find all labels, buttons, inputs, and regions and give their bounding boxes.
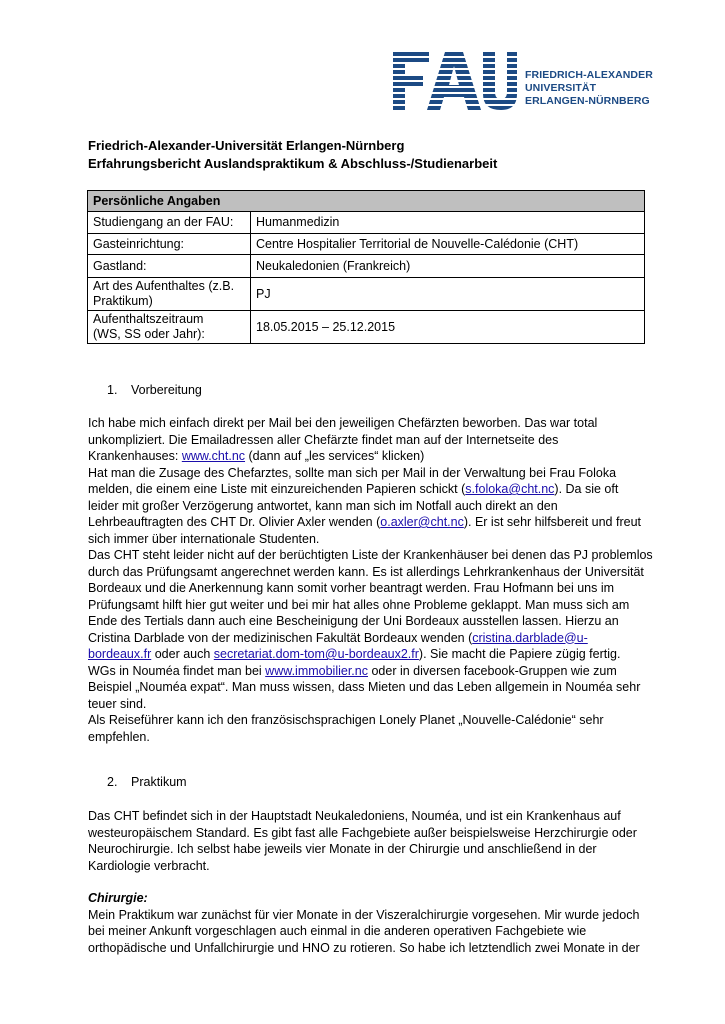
text-line: [88, 448, 648, 465]
text-span: oder auch: [151, 647, 214, 661]
fau-logo-mark: [393, 52, 517, 110]
link-immobilier[interactable]: www.immobilier.nc: [265, 663, 368, 678]
text-line: [88, 481, 648, 498]
text-line: Hat man die Zusage des Chefarztes, sollte man sich per Mail in der Verwaltung bei Frau Foloka: [88, 465, 617, 480]
text-line: leider mit großer Verzögerung antwortet, kann man sich im Notfall auch direkt an den: [88, 498, 558, 513]
table-row: [88, 311, 645, 344]
row-label-period: [88, 311, 251, 344]
row-label-stay-type-l2: Praktikum): [93, 294, 153, 308]
text-line: Ich habe mich einfach direkt per Mail bei den jeweiligen Chefärzten beworben. Das war total: [88, 416, 598, 430]
text-line: durch das Prüfungsamt angerechnet werden kann. Es ist allerdings Lehrkrankenhaus der Universität: [88, 564, 644, 579]
row-value-host: Centre Hospitalier Territorial de Nouvelle-Calédonie (CHT): [251, 234, 645, 255]
text-span: ). Sie macht die Papiere zügig fertig.: [418, 647, 621, 661]
text-line: teuer sind.: [88, 696, 147, 711]
row-value-period: 18.05.2015 – 25.12.2015: [251, 311, 645, 344]
logo-line-1: FRIEDRICH-ALEXANDER: [525, 69, 653, 81]
row-value-study: Humanmedizin: [251, 212, 645, 234]
link-email-foloka[interactable]: s.foloka@cht.nc: [465, 482, 555, 496]
text-span: WGs in Nouméa findet man bei: [88, 663, 266, 678]
text-line: bei meiner Ankunft vorgeschlagen auch einmal in die anderen operativen Fachgebiete wie: [88, 924, 587, 938]
link-email-darblade[interactable]: cristina.darblade@u-: [472, 630, 588, 645]
row-label-period-l2: (WS, SS oder Jahr):: [93, 327, 205, 341]
text-line: Prüfungsamt hilft hier gut weiter und bei mir hat alles ohne Probleme geklappt. Man muss sich am: [88, 597, 630, 612]
heading-report-title: Erfahrungsbericht Auslandspraktikum & Abschluss-/Studienarbeit: [88, 156, 498, 171]
text-line: sich immer über internationale Studenten.: [88, 531, 320, 546]
table-header: Persönliche Angaben: [88, 191, 645, 212]
table-row: [88, 255, 645, 278]
text-span: oder in diversen facebook-Gruppen wie zum: [367, 663, 617, 678]
link-email-secretariat[interactable]: secretariat.dom-tom@u-bordeaux2.fr: [213, 647, 419, 661]
text-line: [88, 630, 648, 647]
text-span: Krankenhauses:: [88, 449, 182, 463]
section-2-title: [107, 775, 187, 789]
link-cht-website[interactable]: www.cht.nc: [181, 449, 246, 463]
text-line: Als Reiseführer kann ich den französischsprachigen Lonely Planet „Nouvelle-Calédonie“ sehr: [88, 713, 604, 727]
text-line: Das CHT steht leider nicht auf der berüchtigten Liste der Krankenhäuser bei denen das PJ problemlos: [88, 548, 653, 562]
row-label-study: Studiengang an der FAU:: [88, 212, 251, 234]
text-span: melden, die einem eine Liste mit einzureichenden Papieren schickt (: [88, 482, 466, 496]
row-value-stay-type: PJ: [251, 278, 645, 311]
row-label-stay-type: [88, 278, 251, 311]
text-line: [88, 514, 648, 531]
link-email-darblade-cont[interactable]: bordeaux.fr: [88, 647, 152, 661]
row-label-country: Gastland:: [88, 255, 251, 278]
text-line: [88, 646, 648, 663]
row-label-host: Gasteinrichtung:: [88, 234, 251, 255]
table-row: [88, 212, 645, 234]
text-line: Ende des Tertials dann auch eine Bescheinigung der Uni Bordeaux ausstellen lassen. Hierzu an: [88, 614, 619, 628]
table-row: [88, 278, 645, 311]
row-label-stay-type-l1: Art des Aufenthaltes (z.B.: [93, 279, 235, 293]
text-line: empfehlen.: [88, 729, 150, 744]
logo-line-3: ERLANGEN-NÜRNBERG: [525, 95, 650, 107]
section-1-label: Vorbereitung: [131, 383, 202, 397]
table-row: [88, 234, 645, 255]
text-span: Cristina Darblade von der medizinischen Fakultät Bordeaux wenden (: [88, 630, 473, 645]
text-span: (dann auf „les services“ klicken): [245, 449, 425, 463]
text-line: Neurochirurgie. Ich selbst habe jeweils vier Monate in der Chirurgie und anschließend in der: [88, 842, 597, 856]
text-line: Das CHT befindet sich in der Hauptstadt Neukaledoniens, Nouméa, und ist ein Krankenhaus auf: [88, 809, 621, 823]
text-line: westeuropäischem Standard. Es gibt fast alle Fachgebiete außer beispielsweise Herzchirurgie oder: [88, 825, 637, 840]
text-line: Beispiel „Nouméa expat“. Man muss wissen, dass Mieten und das Leben allgemein in Nouméa sehr: [88, 680, 641, 694]
text-line: Mein Praktikum war zunächst für vier Monate in der Viszeralchirurgie vorgesehen. Mir wurde jedoch: [88, 907, 640, 922]
row-value-country: Neukaledonien (Frankreich): [251, 255, 645, 278]
logo-line-2: UNIVERSITÄT: [525, 82, 597, 94]
text-span: ). Er ist sehr hilfsbereit und freut: [463, 515, 641, 529]
document-heading: [88, 137, 497, 173]
subsection-heading: Chirurgie:: [88, 891, 148, 905]
text-span: ). Da sie oft: [554, 482, 619, 496]
row-label-period-l1: Aufenthaltszeitraum: [93, 312, 204, 326]
text-line: orthopädische und Unfallchirurgie und HNO zu rotieren. So habe ich letztendlich zwei Monate in der: [88, 940, 640, 955]
section-1-title: [107, 383, 202, 397]
link-email-axler[interactable]: o.axler@cht.nc: [380, 515, 464, 529]
university-name: [525, 69, 653, 108]
section-2-number: 2.: [107, 775, 118, 789]
section-2-intro: [88, 808, 648, 874]
fau-logo: [393, 52, 663, 110]
personal-info-table: [87, 190, 645, 344]
section-1-number: 1.: [107, 383, 118, 397]
heading-university: Friedrich-Alexander-Universität Erlangen-Nürnberg: [88, 138, 405, 153]
text-span: Lehrbeauftragten des CHT Dr. Olivier Axler wenden (: [88, 515, 381, 529]
text-line: unkompliziert. Die Emailadressen aller Chefärzte findet man auf der Internetseite des: [88, 432, 559, 447]
section-2-label: Praktikum: [131, 775, 187, 789]
text-line: Bordeaux und die Anerkennung kann somit vorher beantragt werden. Frau Hofmann bei uns im: [88, 581, 615, 595]
text-line: Kardiologie verbracht.: [88, 858, 210, 873]
subsection-chirurgie: [88, 890, 648, 956]
section-1-body: [88, 415, 653, 745]
text-line: [88, 663, 648, 680]
